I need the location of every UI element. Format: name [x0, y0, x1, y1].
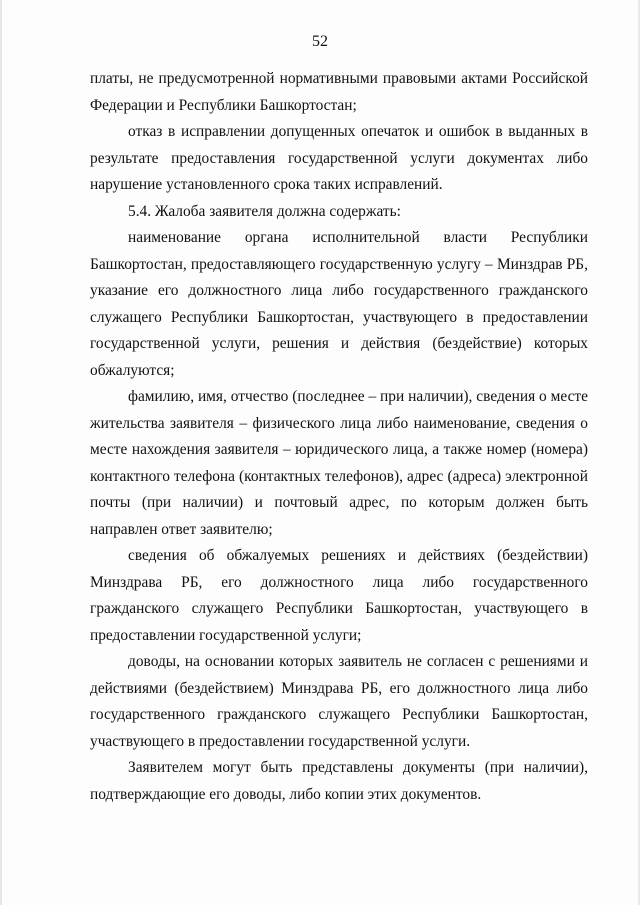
paragraph-arguments: доводы, на основании которых заявитель не согласен с решениями и действиями (бездействием) Минздрава РБ, его должностного лица либо государственного гражданского служащего Республики Башкортостан, участвующего в предоставлении государственной услуги.	[90, 653, 588, 750]
scan-edge-left	[0, 0, 2, 905]
paragraph-applicant-details: фамилию, имя, отчество (последнее – при наличии), сведения о месте жительства заявителя – физического лица либо наименование, сведения о месте нахождения заявителя – юридического лица, а также номер (номера) контактного телефона (контактных телефонов), адрес (адреса) электронной почты (при наличии) и почтовый адрес, по которым должен быть направлен ответ заявителю;	[90, 388, 588, 538]
paragraph-continuation: платы, не предусмотренной нормативными правовыми актами Российской Федерации и Республики Башкортостан;	[90, 70, 588, 114]
page-number: 52	[312, 33, 328, 50]
paragraph-supporting-documents: Заявителем могут быть представлены документы (при наличии), подтверждающие его доводы, либо копии этих документов.	[90, 759, 588, 803]
paragraph-authority-name: наименование органа исполнительной власти Республики Башкортостан, предоставляющего государственную услугу – Минздрав РБ, указание его должностного лица либо государственного гражданского служащего Республики Башкортостан, участвующего в предоставлении государственной услуги, решения и действия (бездействие) которых обжалуются;	[90, 229, 588, 379]
paragraph-appealed-decisions: сведения об обжалуемых решениях и действиях (бездействии) Минздрава РБ, его должностного лица либо государственного гражданского служащего Республики Башкортостан, участвующего в предоставлении государственной услуги;	[90, 547, 588, 644]
document-body	[90, 66, 588, 808]
paragraph-refusal-correction: отказ в исправлении допущенных опечаток и ошибок в выданных в результате предоставления государственной услуги документах либо нарушение установленного срока таких исправлений.	[90, 123, 588, 193]
paragraph-section-heading: 5.4. Жалоба заявителя должна содержать:	[128, 202, 401, 220]
